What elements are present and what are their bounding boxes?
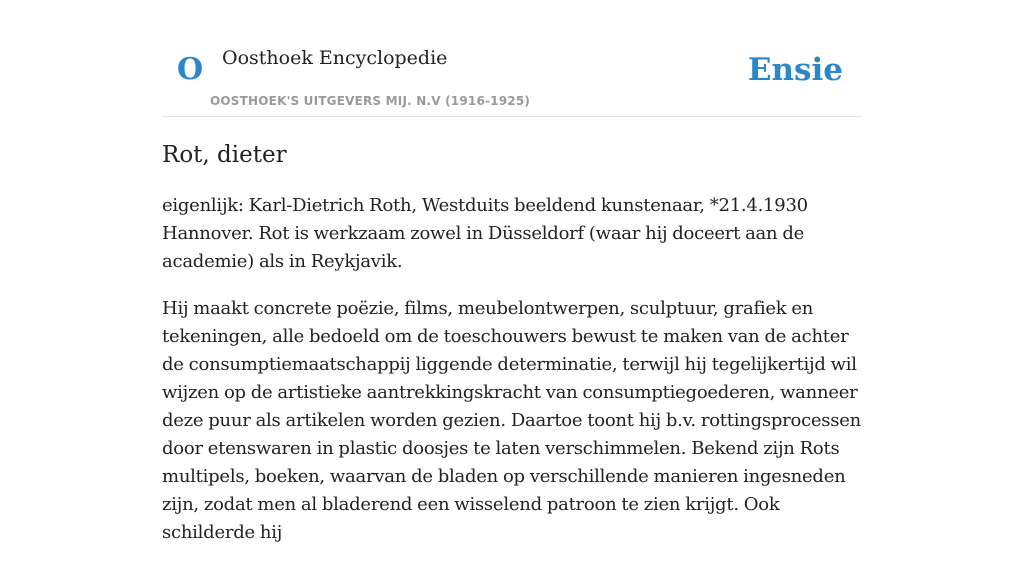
source-title[interactable]: Oosthoek Encyclopedie (222, 47, 448, 69)
source-logo: O (177, 52, 204, 87)
entry-paragraph: Hij maakt concrete poëzie, films, meubelontwerpen, sculptuur, grafiek en tekeningen, alle bedoeld om de toeschouwers bewust te maken van de achter de consumptiemaatschappij liggende determinatie, terwijl hij tegelijkertijd wil wijzen op de artistieke aantrekkingskracht van consumptiegoederen, wanneer deze puur als artikelen worden gezien. Daartoe toont hij b.v. rottingsprocessen door etenswaren in plastic doosjes te laten verschimmelen. Bekend zijn Rots multipels, boeken, waarvan de bladen op verschillende manieren ingesneden zijn, zodat men al bladerend een wisselend patroon te zien krijgt. Ook schilderde hij (162, 298, 862, 543)
source-header (162, 0, 862, 117)
source-subtitle: OOSTHOEK'S UITGEVERS MIJ. N.V (1916-1925) (210, 94, 531, 108)
ensie-logo-link[interactable]: Ensie (747, 52, 843, 88)
entry-title: Rot, dieter (162, 142, 287, 168)
page (162, 0, 862, 543)
entry-body (162, 192, 862, 566)
entry-paragraph: eigenlijk: Karl-Dietrich Roth, Westduits beeldend kunstenaar, *21.4.1930 Hannover. Rot is werkzaam zowel in Düsseldorf (waar hij doceert aan de academie) als in Reykjavik. (162, 195, 808, 272)
